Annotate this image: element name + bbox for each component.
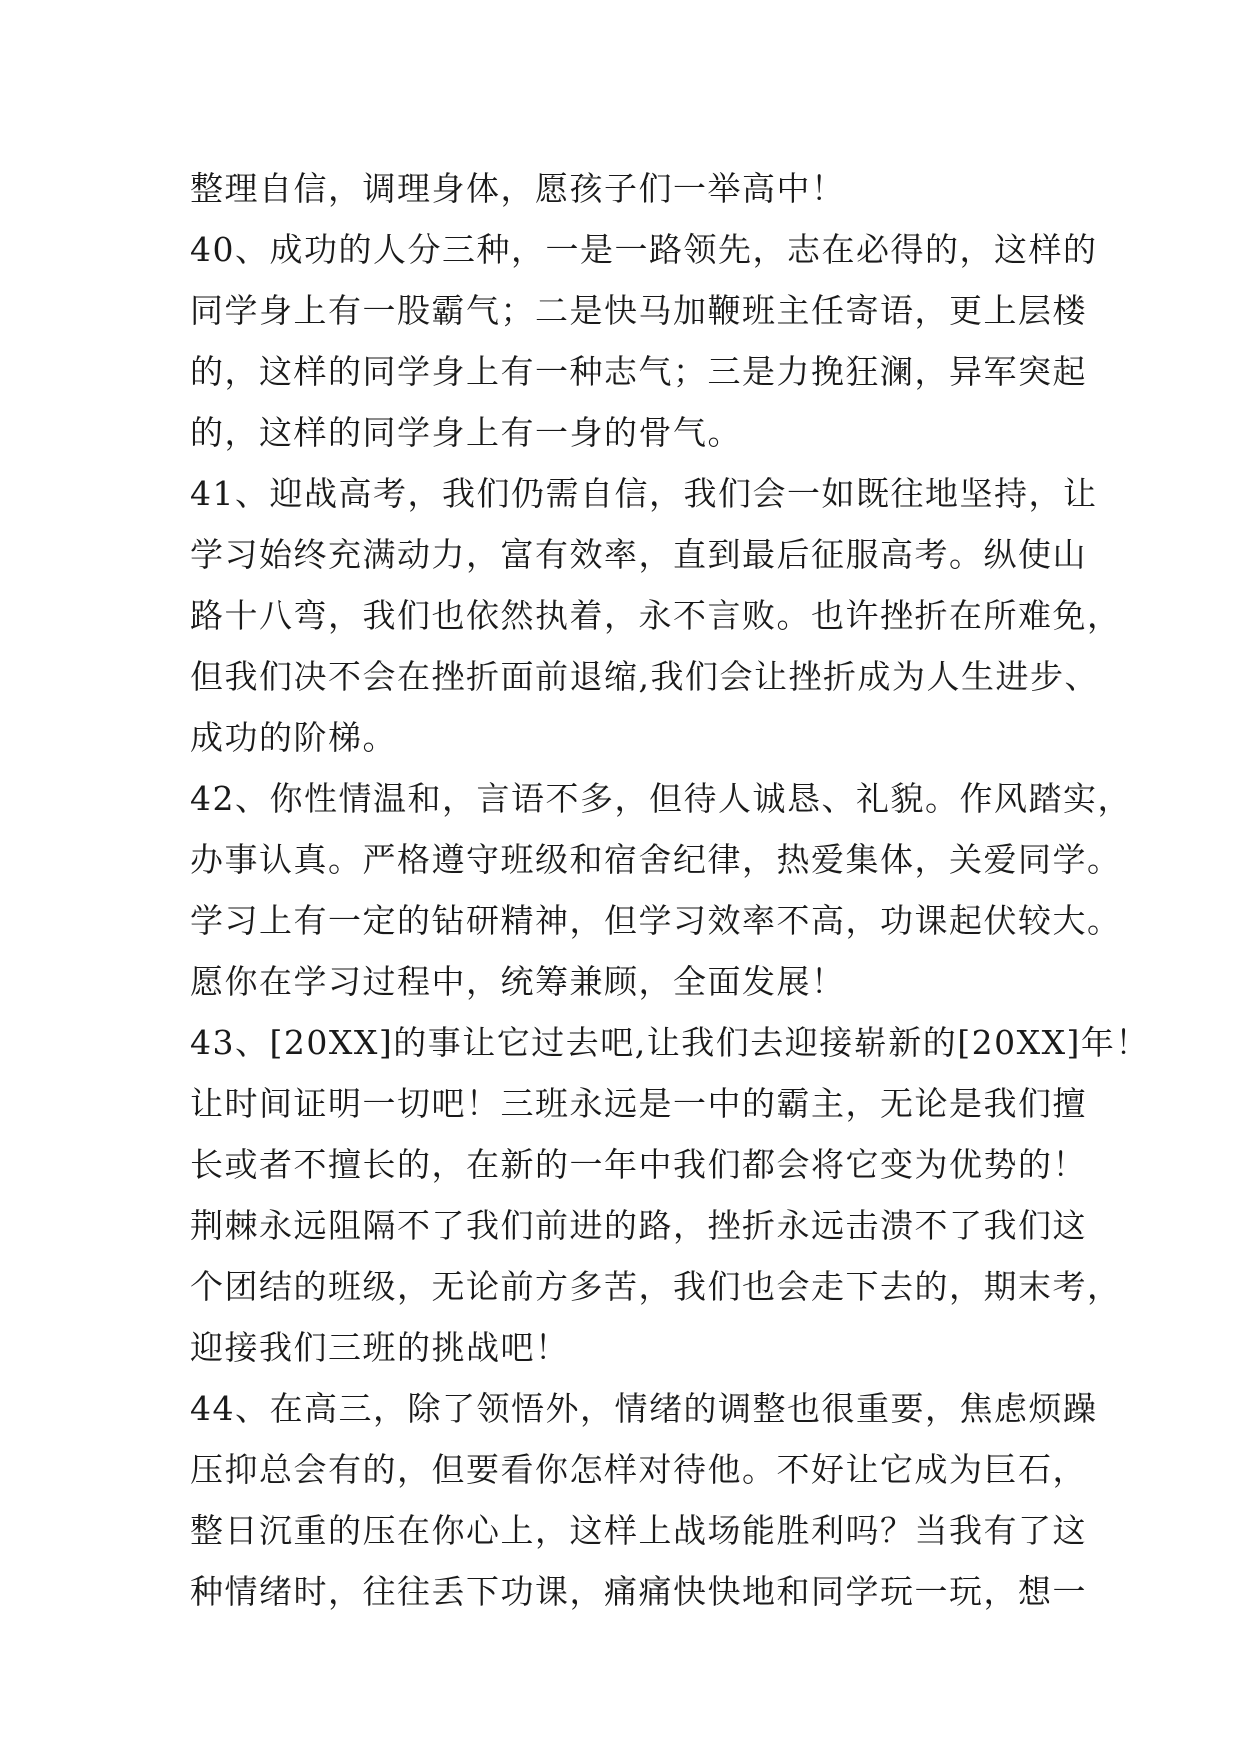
text-line: 愿你在学习过程中，统筹兼顾，全面发展！ xyxy=(190,962,846,1001)
text-line: 同学身上有一股霸气；二是快马加鞭班主任寄语，更上层楼 xyxy=(190,291,1087,330)
text-line: 种情绪时，往往丢下功课，痛痛快快地和同学玩一玩，想一 xyxy=(190,1572,1087,1611)
text-line: 个团结的班级，无论前方多苦，我们也会走下去的，期末考， xyxy=(190,1267,1122,1306)
text-line: 长或者不擅长的，在新的一年中我们都会将它变为优势的！ xyxy=(190,1145,1087,1184)
text-line: 的，这样的同学身上有一种志气；三是力挽狂澜，异军突起 xyxy=(190,352,1087,391)
text-line: 路十八弯，我们也依然执着，永不言败。也许挫折在所难免， xyxy=(190,596,1122,635)
text-line: 整日沉重的压在你心上，这样上战场能胜利吗？当我有了这 xyxy=(190,1511,1087,1550)
text-line: 迎接我们三班的挑战吧！ xyxy=(190,1328,570,1367)
text-line: 学习上有一定的钻研精神，但学习效率不高，功课起伏较大。 xyxy=(190,901,1122,940)
text-line: 整理自信，调理身体，愿孩子们一举高中！ xyxy=(190,169,846,208)
text-line: 压抑总会有的，但要看你怎样对待他。不好让它成为巨石， xyxy=(190,1450,1087,1489)
text-line: 学习始终充满动力，富有效率，直到最后征服高考。纵使山 xyxy=(190,535,1087,574)
text-line: 让时间证明一切吧！三班永远是一中的霸主，无论是我们擅 xyxy=(190,1084,1087,1123)
text-line: 办事认真。严格遵守班级和宿舍纪律，热爱集体，关爱同学。 xyxy=(190,840,1122,879)
document-body xyxy=(190,158,1150,1622)
text-line: 42、你性情温和，言语不多，但待人诚恳、礼貌。作风踏实， xyxy=(190,779,1132,818)
text-line: 的，这样的同学身上有一身的骨气。 xyxy=(190,413,742,452)
text-line: 43、[20XX]的事让它过去吧,让我们去迎接崭新的[20XX]年！ xyxy=(190,1023,1150,1062)
text-line: 成功的阶梯。 xyxy=(190,718,397,757)
text-line: 40、成功的人分三种，一是一路领先，志在必得的，这样的 xyxy=(190,230,1098,269)
text-line: 41、迎战高考，我们仍需自信，我们会一如既往地坚持，让 xyxy=(190,474,1098,513)
text-line: 但我们决不会在挫折面前退缩,我们会让挫折成为人生进步、 xyxy=(190,657,1099,696)
text-line: 44、在高三，除了领悟外，情绪的调整也很重要，焦虑烦躁 xyxy=(190,1389,1098,1428)
text-line: 荆棘永远阻隔不了我们前进的路，挫折永远击溃不了我们这 xyxy=(190,1206,1087,1245)
